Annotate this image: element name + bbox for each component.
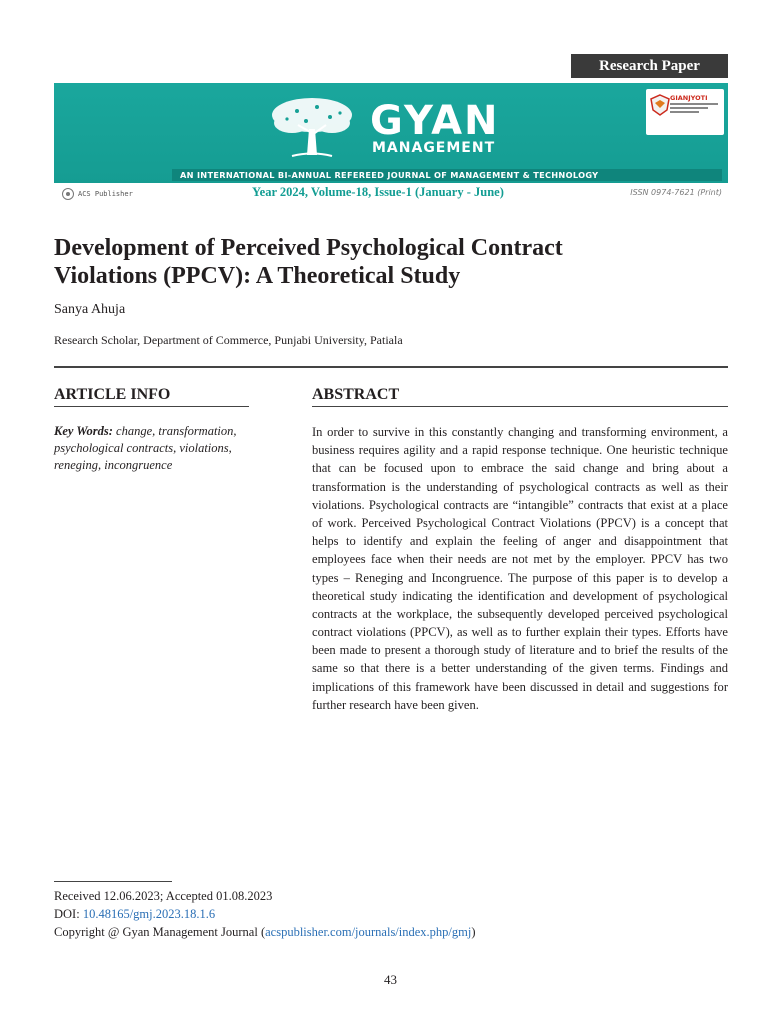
paper-title-line2: Violations (PPCV): A Theoretical Study <box>54 263 461 289</box>
shield-icon <box>649 94 671 116</box>
publisher-logo <box>54 183 172 205</box>
doi-line <box>54 907 215 922</box>
keywords-list: change, transformation, psychological contracts, violations, reneging, incongruence <box>54 424 237 472</box>
doi-label: DOI: <box>54 907 83 921</box>
partner-logo <box>646 89 724 135</box>
keywords-label: Key Words: <box>54 424 113 438</box>
journal-name-line2: MANAGEMENT <box>372 140 496 156</box>
abstract-heading: ABSTRACT <box>312 386 728 407</box>
publisher-name: ACS Publisher <box>78 190 133 198</box>
journal-banner <box>54 83 728 205</box>
journal-name <box>370 98 500 156</box>
page-number: 43 <box>384 972 397 987</box>
copyright-line <box>54 925 476 940</box>
divider <box>54 366 728 368</box>
issn: ISSN 0974-7621 (Print) <box>630 188 722 197</box>
journal-subtitle: AN INTERNATIONAL BI-ANNUAL REFEREED JOURNAL OF MANAGEMENT & TECHNOLOGY <box>172 169 722 181</box>
author-name: Sanya Ahuja <box>54 302 126 317</box>
tree-logo-icon <box>262 93 362 163</box>
paper-title-line1: Development of Perceived Psychological Contract <box>54 235 563 261</box>
doi-link[interactable]: 10.48165/gmj.2023.18.1.6 <box>82 907 216 921</box>
footnote-divider <box>54 881 172 882</box>
article-info-heading: ARTICLE INFO <box>54 386 249 407</box>
journal-url-link[interactable]: acspublisher.com/journals/index.php/gmj <box>265 925 472 939</box>
partner-name: GIANJYOTI <box>670 94 708 102</box>
paper-title <box>54 234 744 290</box>
copyright-text: Copyright @ Gyan Management Journal ( <box>54 925 266 939</box>
research-paper-tag: Research Paper <box>571 54 728 78</box>
author-affiliation: Research Scholar, Department of Commerce, Punjabi University, Patiala <box>54 333 403 347</box>
copyright-close: ) <box>471 925 476 939</box>
keywords <box>54 423 249 474</box>
journal-name-line1: GYAN <box>370 98 500 144</box>
publisher-icon <box>62 188 74 200</box>
issue-info: Year 2024, Volume-18, Issue-1 (January - June) <box>252 185 504 199</box>
received-dates: Received 12.06.2023; Accepted 01.08.2023 <box>54 889 273 903</box>
abstract-text: In order to survive in this constantly changing and transforming environment, a business requires agility and a rapid response technique. One heuristic technique that can be focused upon to embrace the said change and bring about a transformation is the understanding of psychological contracts as well as their violations. Psychological contracts are “intangible” contracts that exist at a place of work. Perceived Psychological Contract Violations (PPCV) is a concept that helps to identify and explain the feeling of anger and disappointment that employees face when their needs are not met by the employer. PPCV has two types – Reneging and Incongruence. The purpose of this paper is to develop a theoretical study indicating the identification and development of psychological contracts at the workplace, the subsequently developed perceived psychological contract violations (PPCV), as well as to further explain their types. Efforts have been made to present a thorough study of literature and to brief the results of the same so that there is a better understanding of the given terms. Findings and implications of this framework have been discussed in detail and suggestions for further research have been given. <box>312 425 728 712</box>
